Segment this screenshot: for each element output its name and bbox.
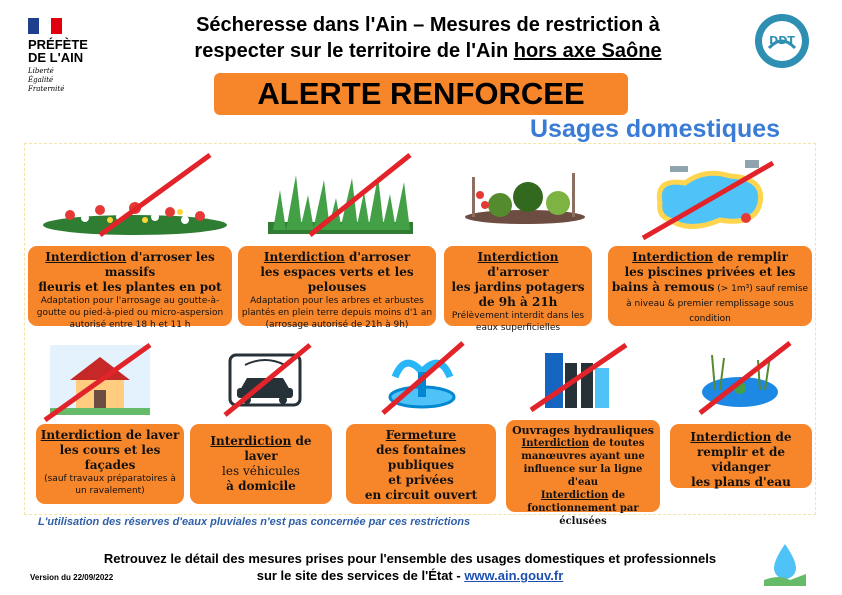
card-flowerbeds: Interdiction d'arroser les massifs fleuris et les plantes en pot Adaptation pour l'arrosage au goutte-à-goutte ou pied-à-pied ou micro-aspersion autorisé entre 18 h et 11 h xyxy=(28,246,232,326)
card-ponds: Interdiction de remplir et de vidanger les plans d'eau xyxy=(670,424,812,488)
card-hydraulic-works: Ouvrages hydrauliques Interdiction de toutes manœuvres ayant une influence sur la ligne d'eau Interdiction de fonctionnement par éclusées xyxy=(506,420,660,512)
svg-text:DDT: DDT xyxy=(769,34,795,47)
french-flag-icon xyxy=(28,18,62,34)
prefecture-name: PRÉFÈTE DE L'AIN xyxy=(28,37,88,65)
card-swimming-pools: Interdiction de remplir les piscines privées et les bains à remous (> 1m³) sauf remise à niveau & premier remplissage sous condition xyxy=(608,246,812,326)
prohibition-cross-icon xyxy=(220,340,315,420)
ddt-logo xyxy=(755,14,809,68)
card-vegetable-gardens: Interdiction d'arroser les jardins potagers de 9h à 21h Prélèvement interdit dans les eaux superficielles xyxy=(444,246,592,326)
prohibition-cross-icon xyxy=(526,340,631,415)
page-title: Sécheresse dans l'Ain – Mesures de restriction à respecter sur le territoire de l'Ain hors axe Saône xyxy=(194,14,662,62)
footer-text: Retrouvez le détail des mesures prises pour l'ensemble des usages domestiques et professionnels sur le site des services de l'État - www.ain.gouv.fr xyxy=(103,551,717,583)
water-hand-icon xyxy=(760,540,810,590)
version-date: Version du 22/09/2022 xyxy=(30,573,114,582)
republic-motto: Liberté Égalité Fraternité xyxy=(28,67,65,93)
alert-level-banner: ALERTE RENFORCEE xyxy=(214,73,628,115)
prohibition-cross-icon xyxy=(695,338,795,418)
prohibition-cross-icon xyxy=(40,340,155,425)
vegetable-garden-icon xyxy=(460,165,590,225)
section-title: Usages domestiques xyxy=(530,115,781,143)
prohibition-cross-icon xyxy=(95,150,215,240)
website-link[interactable]: www.ain.gouv.fr xyxy=(464,568,564,583)
hors-axe-saone: hors axe Saône xyxy=(513,40,662,62)
card-lawns: Interdiction d'arroser les espaces verts et les pelouses Adaptation pour les arbres et arbustes plantés en plein terre depuis moins d'1 an (arrosage autorisé de 21h à 9h) xyxy=(238,246,436,326)
prohibition-cross-icon xyxy=(638,158,778,243)
prohibition-cross-icon xyxy=(305,150,415,240)
prohibition-cross-icon xyxy=(378,338,468,418)
card-vehicles: Interdiction de laver les véhicules à domicile xyxy=(190,424,332,504)
prefecture-logo xyxy=(28,18,118,108)
card-fountains: Fermeture des fontaines publiques et privées en circuit ouvert xyxy=(346,424,496,504)
rainwater-note: L'utilisation des réserves d'eaux pluviales n'est pas concernée par ces restrictions xyxy=(38,516,471,528)
card-courtyards-facades: Interdiction de laver les cours et les façades (sauf travaux préparatoires à un ravalement) xyxy=(36,424,184,504)
